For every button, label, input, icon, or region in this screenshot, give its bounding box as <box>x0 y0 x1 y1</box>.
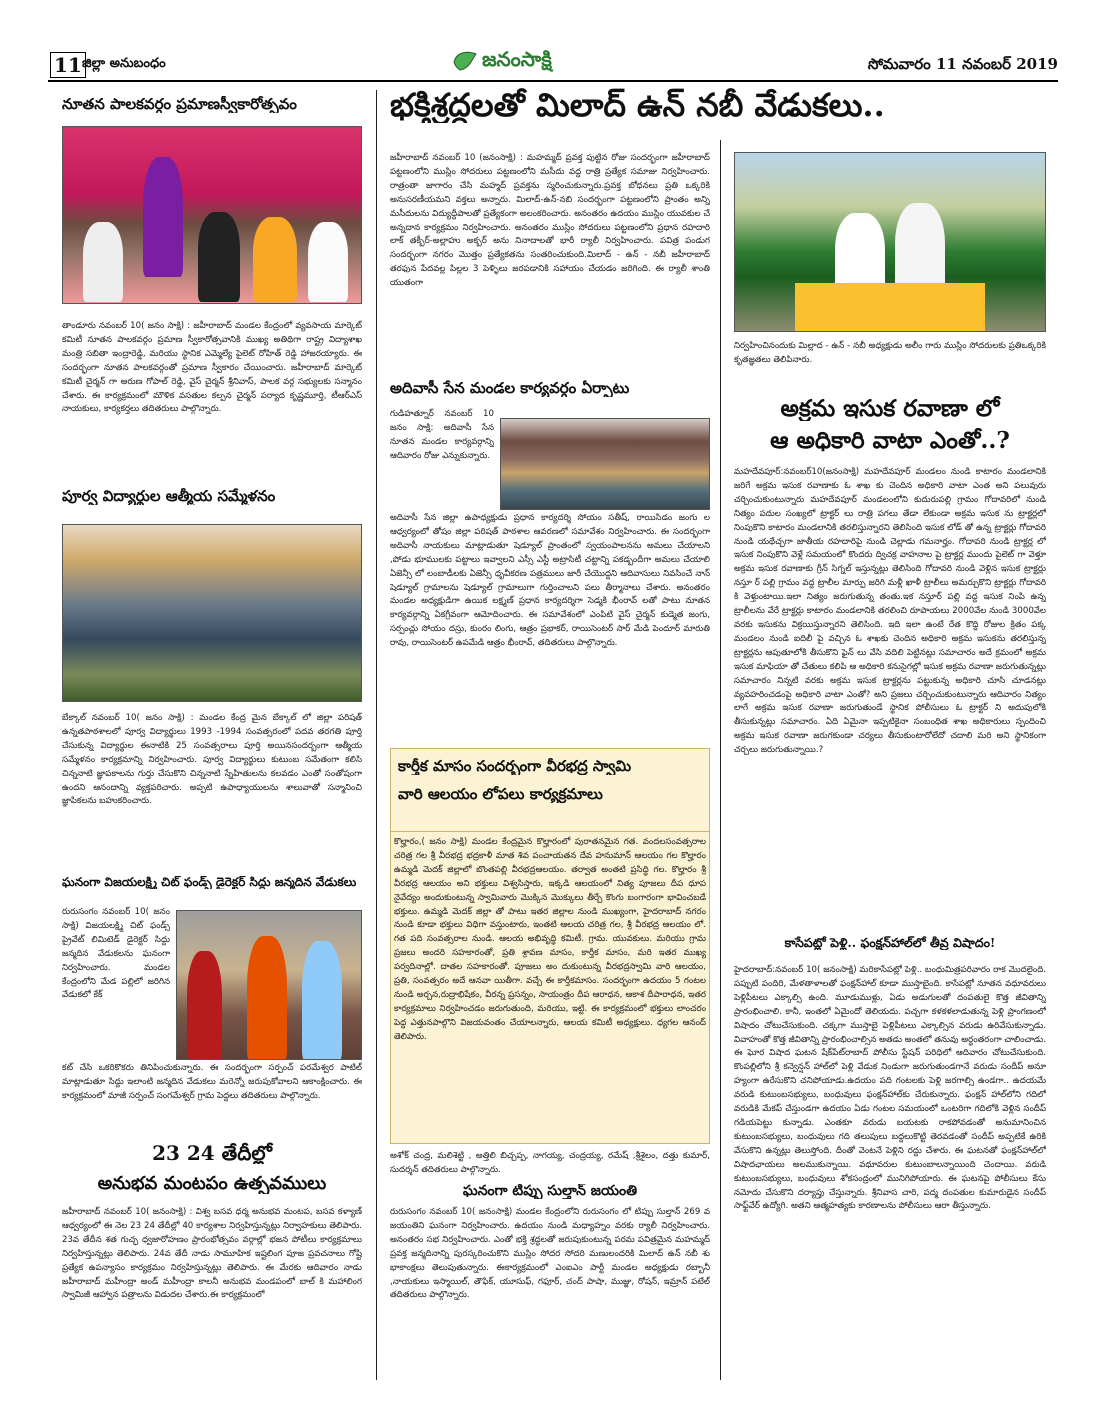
story6-body: కొల్హారం,( జనం సాక్షి) మండల కేంద్రమైన కొల్హారంలో పురాతనమైన గత. వందలసంవత్సరాల చరిత్ర గల శ్రీ వీరభద్ర భద్రకాళీ మాత శివ పంచాయతన దేవ హనుమాన్ ఆలయం గల కొల్హారం ఉమ్మడి మెదక్ జిల్లాలో బొంతపల్లి వీరభద్రఆలయం. తర్వాత అంతటి ప్రసిద్ధి గల. కొల్హారం శ్రీ వీరభద్ర ఆలయం అని భక్తులు విశ్వసిస్తారు, ఇక్కడి ఆలయంలో నిత్య పూజలు దీప ధూప నైవేద్యం అందుకుంటున్న స్వామివారు మొక్కిన మొక్కులు తీర్చే కొంగు బంగారంగా భావించబడే భక్తులు. ఉమ్మడి మెదక్ జిల్లా తో పాటు ఇతర జిల్లాల నుండి ముఖ్యంగా, హైదరాబాద్ నగరం నుండి కూడా భక్తులు విధిగా వస్తుంటారు, ఇంతటి ఆలయ చరిత్ర గల, శ్రీ వీరభద్ర ఆలయం లో. గత పది సంవత్సరాల నుండి. ఆలయ అభివృద్ధి కమిటీ. గ్రామ. యువకులు. మరియు గ్రామ ప్రజలు అందరి సహకారంతో, ప్రతి శ్రావణ మాసం, కార్తీక మాసం, మరి ఇతర ముఖ్య పర్వదినాల్లో. దాతల సహకారంతో. పూజలు అం దుకుంటున్న వీరభద్రస్వామి వారి ఆలయం, ప్రతి, సంవత్సరం అదే ఆనవా యితీగా. వచ్చే ఈ కార్తీకమాసం. సందర్భంగా ఉదయం 5 గంటల నుండి అర్చన,రుద్రాభిషేకం, వీరన్న ప్రసన్నం, సాయంత్రం దీప ఆరాధన, ఆకాశ దీపారాధన, ఇతర కార్యక్రమాలు నిర్వహించడం జరుగుతుంది, మరియు, ఇట్టి. ఈ కార్యక్రమంలో భక్తులు లాంచరం పెద్ద ఎత్తునపాల్గొని విజయవంతం చేయాలన్నారు, ఆలయ కమిటీ అధ్యక్షులు. ధ్యగల ఆనంద్ తెలిపారు. <box>394 837 706 1042</box>
story1-headline: నూతన పాలకవర్గం ప్రమాణస్వీకారోత్సవం <box>62 96 297 113</box>
story3-body: కట్ చేసి ఒకరికొకరు తినిపించుకున్నారు. ఈ సందర్భంగా సర్పంచ్ పరమేశ్వర పాటిల్ మాట్లాడుతూ సిద్దు ఇలాంటి జన్మదిన వేడుకలు మరెన్నో జరుపుకోవాలని ఆకాంక్షించారు. ఈ కార్యక్రమంలో మాజీ సర్పంచ్ సంగమేశ్వర్ గ్రామ పెద్దలు తదితరులు పాల్గొన్నారు. <box>62 1063 362 1101</box>
story8-headline-2: ఆ అధికారి వాటా ఎంతో..? <box>770 428 1010 454</box>
lead-caption: నిర్వహించినందుకు మిల్లాద - ఉన్ - నబీ అధ్యక్షుడు అలీం గారు ముస్లిం సోదరులకు ప్రతిఒక్కరికి కృతజ్ఞతలు తెలిపినారు. <box>734 341 1046 365</box>
story6-headline-2: వారి ఆలయం లోపలు కార్యక్రమాలు <box>398 786 603 803</box>
story3-headline: ఘనంగా విజయలక్ష్మి చిట్ ఫండ్స్ డైరెక్టర్ సిద్దు జన్మదిన వేడుకలు <box>62 876 357 889</box>
story8-headline-1: అక్రమ ఇసుక రవాణా లో <box>780 396 1000 422</box>
map-leaf-icon <box>452 50 478 72</box>
story4-headline-1: 23 24 తేదీల్లో <box>152 1142 272 1164</box>
lead-rally-photo <box>734 152 1046 332</box>
story3-photo <box>176 910 362 1060</box>
lead-headline: భక్తిశ్రద్ధలతో మిలాద్ ఉన్ నబీ వేడుకలు.. <box>390 88 885 124</box>
column-rule <box>720 140 721 1380</box>
story6-headline-1: కార్తీక మాసం సందర్భంగా వీరభద్ర స్వామి <box>398 758 632 775</box>
story5-body: అదివాసీ సేన జిల్లా ఉపాధ్యక్షుడు ప్రధాన కార్యదర్శి సోయం సతీష్, రాయిసిడం జంగు ల ఆధ్వర్యంలో తోషం జిల్లా పరిషత్ పాఠశాల ఆవరణలో సమావేశం నిర్వహించారు. ఈ సందర్భంగా అదివాసీ నాయకులు మాట్లాడుతూ షెడ్యూల్ ప్రాంతంలో స్వయంపాలనను అమలు చేయాలని ,పోడు భూములకు పట్టాలు ఇవ్వాలని ఎస్సీ ఎస్టీ అట్రాసిటీ చట్టాన్ని పకడ్బందీగా అమలు చేయాలి ఏజెన్సీ లో లంబాడీలకు ఏజెన్సీ ధృవీకరణ పత్రములు జారీ చేయొద్దని ఆదివాసులు నివసించే నాన్ షెడ్యూల్ గ్రామాలను షెడ్యూల్ గ్రామాలుగా గుర్తించాలని పలు తీర్మానాలు చేశారు. అనంతరం మండల అధ్యక్షుడిగా ఉయిక లక్ష్మణ్ ప్రధాన కార్యదర్శిగా సెడ్మకి భీంరావ్ లతో పాటు నూతన కార్యవర్గాన్ని ఏకగ్రీవంగా ఆమోదించారు. ఈ సమావేశంలో ఎంపిటి వైస్ చైర్మన్ కుడ్మెత జంగు, సర్పంచ్లు సోయం దస్రు, కుంరం లింగు, ఆత్రం ప్రభాకర్, రాయిసెంటర్ సార్ మేడి పెందూర్ మారుతి రావు, రాయిసెంటర్ ఉపమేడి ఆత్రం భీంరావ్, తదితరులు పాల్గొన్నారు. <box>390 513 710 649</box>
story9-headline: కాసేపట్లో పెళ్లి.. ఫంక్షన్‌హాల్‌లో తీవ్ర విషాదం! <box>784 936 996 950</box>
story7-headline: ఘనంగా టిప్పు సుల్తాన్ జయంతి <box>462 1184 638 1199</box>
newspaper-logo <box>452 46 552 76</box>
story1-photo <box>62 126 362 304</box>
story1-body: తాండూరు నవంబర్ 10( జనం సాక్షి) : జహీరాబాద్ మండల కేంద్రంలో వ్యవసాయ మార్కెట్ కమిటీ నూతన పాలకవర్గం ప్రమాణ స్వీకారోత్సవానికి ముఖ్య అతిథిగా రాష్ట్ర విద్యాశాఖ మంత్రి సబితా ఇంద్రారెడ్డి, మరియు స్థానిక ఎమ్మెల్యే పైలెట్ రోహిత్ రెడ్డి హాజరయ్యారు. ఈ సందర్భంగా నూతన పాలకవర్గంతో ప్రమాణ స్వీకారం చేయించారు. జహీరాబాద్ మార్కెట్ కమిటీ చైర్మన్ గా అరుణ గోపాల్ రెడ్డి, వైస్ చైర్మన్ శ్రీనివాస్, పాలక వర్గ సభ్యులకు సన్మానం చేశారు. ఈ కార్యక్రమంలో మౌళిక వసతుల కల్పన చైర్మన్ పర్యాద కృష్ణమూర్తి, టీఆర్ఎస్ నాయకులు, కార్యకర్తలు తదితరులు పాల్గొన్నారు. <box>62 321 362 415</box>
story5-photo <box>500 418 710 510</box>
page-number: 11 <box>50 52 86 78</box>
story2-headline: పూర్వ విద్యార్థుల ఆత్మీయ సమ్మేళనం <box>62 488 276 505</box>
lead-body: జహీరాబాద్ నవంబర్ 10 (జనంసాక్షి) : మహమ్మద్ ప్రవక్త పుట్టిన రోజు సందర్భంగా జహీరాబాద్ పట్టణంలోని ముస్లిం సోదరులు పట్టణంలోని మసీదు వద్ద రాత్రి ప్రత్యేక సమాజు నిర్వహించారు. రాత్రంతా జాగారం చేసి మహ్మద్ ప్రవక్తను స్మరించుకున్నారు.ప్రవక్త బోధనలు ప్రతి ఒక్కరికి అనుసరణీయమని వక్తలు అన్నారు. మిలాద్-ఉన్-నబి సందర్భంగా పట్టణంలోని ప్రాంతం అన్ని మసీదులను విద్యుద్దీపాలతో ప్రత్యేకంగా అలంకరించారు. అనంతరం ఉదయం ముస్లిం యువకుల చే అన్నదాన కార్యక్రమం నిర్వహించారు. అనంతరం ముస్లిం సోదరులు పట్టణంలోని ప్రధాన రహదారి లాక్ తక్బీర్-అల్లాహు అక్బర్ అను నినాదాలతో భారీ ర్యాలీ నిర్వహించారు. పవిత్ర పండుగ సందర్భంగా నగరం మొత్తం ప్రత్యేకతను సంతరించుకుంది.మిలాద్ - ఉన్ - నబీ జహీరాబాద్ తరఫున పేదవల్ల పిల్లల 3 పెళ్ళిలు జరపడానికి సహాయం చేయడం జరిగింది. ఈ ర్యాలీ శాంతి యుతంగా <box>390 153 710 289</box>
story2-group-photo <box>62 524 362 702</box>
story7-body: రురుసంగం నవంబర్ 10( జనంసాక్షి) మండల కేంద్రంలోని రురుసంగం లో టిప్పు సుల్తాన్ 269 వ జయంతిని ఘనంగా నిర్వహించారు. ఉదయం నుండి మధ్యాహ్నం వరకు ర్యాలీ నిర్వహించారు. అనంతరం సభ నిర్వహించారు. ఎంతో భక్తి శ్రద్ధలతో జరుపుకుంటున్న పరమ పవిత్రమైన మహమ్మద్ ప్రవక్త జన్మదినాన్ని పురస్కరించుకొని ముస్లిం సోదర సోదరి మణులందరికి మిలాద్ ఉన్ నబీ శు భాకాంక్షలు తెలుపుతున్నారు. ఈకార్యక్రమంలో ఎంఐఎం పార్టీ మండల అధ్యక్షుడు రబ్బానీ ,నాయకులు ఇస్మాయిల్, తౌఫిక్, యూసుఫ్, గఫూర్, చంద్ పాషా, ముజ్జు, రోషన్, ఇమ్రాన్ పటేల్ తదితరులు పాల్గొన్నారు. <box>390 1207 710 1301</box>
story6-body-2: అశోక్ చంద్ర, మలిశెట్టి , అత్తిలి బిచ్చప్ప, నాగయ్య, చంద్రయ్య, రమేష్ ,శ్రీశైలం, దత్తు కుమార్, సుదర్శన్ తదితరులు పాల్గొన్నారు. <box>390 1151 710 1175</box>
issue-date: సోమవారం 11 నవంబర్ 2019 <box>867 55 1058 73</box>
section-name: జిల్లా అనుబంధం <box>82 56 166 71</box>
story3-body-wrap: రురుసంగం నవంబర్ 10( జనం సాక్షి) విజయలక్ష్మి చిట్ ఫండ్స్ ప్రైవేట్ లిమిటెడ్ డైరెక్టర్ సిద్దు జన్మదిన వేడుకలను ఘనంగా నిర్వహించారు. మండల కేంద్రంలోని మేడ పల్లిలో జరిగిన వేడుకలో కేక్ <box>62 907 170 1001</box>
story5-headline: అదివాసీ సేన మండల కార్యవర్గం ఏర్పాటు <box>390 380 630 397</box>
story8-body: మహదేవపూర్:నవంబర్10(జనంసాక్షి) మహదేవపూర్ మండలం నుండి కాటారం మండలానికి జరిగే అక్రమ ఇసుక రవాణాకు ఓ శాఖ కు చెందిన అధికారి వాటా ఎంత అని పలువురు చర్చించుకుంటున్నారు మహదేవపూర్ మండలంలోని కుదురుపల్లి గ్రామం గోదావరిలో నుండి నిత్యం పదుల సంఖ్యలో ట్రాక్టర్ లు రాత్రి పగలు తేడా లేకుండా అక్రమ ఇసుక ను ట్రాక్టర్లలో నింపుకొని కాటారం మండలానికి తరలిస్తున్నారని తెలిసింది ఇసుక లోడ్ తో ఉన్న ట్రాక్టర్లు గోదావరి నుండి యథేచ్ఛగా జాతీయ రహదారిపై నుండి చెల్లాడు గమనార్హం. గోదావరి నుండి ట్రాక్టర్ల లో ఇసుక నింపుకొని వెళ్లే సమయంలో కొందరు ద్విచక్ర వాహనాల పై ట్రాక్టర్ల ముందు పైలెట్ గా వెళ్తూ అక్రమ ఇసుక రవాణాకు గ్రీన్ సిగ్నల్ ఇస్తున్నట్లు తెలిసింది గోదావరి నుండి వెళ్లిన ఇసుక ట్రాక్టర్లు నస్తూ ర్ పల్లి గ్రామం వద్ద ట్రాలీల మార్పు జరిగి మళ్లీ ఖాళీ ట్రాలీలు అమర్చుకొని ట్రాక్టర్లు గోదావరి కి వెళ్తుంటాయి.ఇలా నిత్యం జరుగుతున్న తంతు.ఇక నస్తూర్ పల్లి వద్ద ఇసుక నింపి ఉన్న ట్రాలీలను వేరే ట్రాక్టర్లు కాటారం మండలానికి తరలించి రూపాయలు 2000వేల నుండి 3000వేల వరకు ఇసుకను విక్రయిస్తున్నారని తెలిసింది. ఇది ఇలా ఉంటే రేత కొద్ది రోజుల క్రితం పక్క మండలం నుండి ఐదిలీ పై వచ్చిన ఓ శాఖకు చెందిన అధికారి అక్రమ ఇసుకను తరలిస్తున్న ట్రాక్టర్లను ఆపుతూలోకి తీసుకొని ఫైన్ లు వేసి వదిలి పెట్టినట్లు సమాచారం అదే క్రమంలో అక్రమ ఇసుక మాఫియా తో చేతులు కలిపి ఆ అధికారి కనుసైగల్లో ఇసుక అక్రమ రవాణా జరుగుతున్నట్లు సమాచారం నిన్నటి వరకు అక్రమ ఇసుక ట్రాక్టర్లను పట్టుకున్న అధికారి చూసి చూడనట్లు వ్యవహరించడంపై అధికారి వాటా ఎంతో? అని ప్రజలు చర్చించుకుంటున్నారు ఆదివారం నిత్యం లాగే అక్రమ ఇసుక రవాణా జరుగుతుండే స్థానిక పోలీసులు ఓ ట్రాక్టర్ ని అదుపులోకి తీసుకున్నట్లు సమాచారం. ఏది ఏమైనా ఇప్పటికైనా సంబంధిత శాఖ అధికారులు స్పందించి అక్రమ ఇసుక రవాణా జరుగకుండా చర్యలు తీసుకుంటారోలేదో చదాలి మరి అని స్థానికంగా చర్చలు జరుగుతున్నాయి.? <box>734 467 1046 756</box>
story5-body-wrap: గుడిహత్నూర్ నవంబర్ 10 జనం సాక్షి: అదివాసీ సేన నూతన మండల కార్యవర్గాన్ని ఆదివారం రోజు ఎన్నుకున్నారు. <box>390 409 494 461</box>
logo-text: జనంసాక్షి <box>482 46 552 71</box>
story4-body: జహీరాబాద్ నవంబర్ 10( జనంసాక్షి) : విశ్వ బసవ ధర్మ అనుభవ మంటప, బసవ కళ్యాణ్ ఆధ్వర్యంలో ఈ నెల 23 24 తేదీల్లో 40 కార్యశాల నిర్వహిస్తున్నట్లు నిర్వాహకులు తెలిపారు. 23వ తేదీన శత గుచ్ఛ ధ్వజారోహణం ప్రారంభోత్సవం వర్గాల్లో భజన పోటీలు కార్యక్రమాలు నిర్వహిస్తున్నట్లు తెలిపారు. 24వ తేదీ నాడు సామూహిక ఇష్టలింగ పూజ ప్రవచనాలు గోష్టి ప్రత్యేక ఉపన్యాసం కార్యక్రమం నిర్వహిస్తున్నట్లు తెలిపారు. ఈ మేరకు ఆదివారం నాడు జహీరాబాద్ మహీంద్రా అండ్ మహీంద్రా కాలనీ అనుభవ మండపంలో బాల్ కి మహాలింగ స్వామిజీ ఆహ్వాన పత్రాలను విడుదల చేశారు.ఈ కార్యక్రమంలో <box>62 1207 362 1301</box>
story9-body: హైదరాబాద్:నవంబర్ 10( జనంసాక్షి) మరికాసేపట్లో పెళ్లి.. బంధుమిత్రపరివారం రాక మొదలైంది. పప్పుటి పందిరి, మేళతాళాలతో ఫంక్షన్‌హాల్ కూడా ముస్తాబైంది. కాసేపట్లో నూతన వధూవరులు పెళ్లిపీటలు ఎక్కాల్సి ఉంది. మూడుముళ్లు, ఏడు అడుగులతో దంపతులై కొత్త జీవితాన్ని ప్రారంభించాలి. కానీ, ఇంతలో ఏమైందో తెలియదు. పచ్చగా కళకళలాడుతున్న పెళ్లి ప్రాంగణంలో విషాదం చోటుచేసుకుంది. చక్కగా ముస్తాబై పెళ్లిపీటలు ఎక్కాల్సిన వరుడు ఉరివేసుకున్నాడు. వివాహంతో కొత్త జీవితాన్ని ప్రారంభించాల్సిన అతడు అంతలో తనువు అర్ధంతరంగా చాలించాడు. ఈ ఘోర విషాద ఘటన షేక్‌పేట్‌రాబాద్ పోలీసు స్టేషన్ పరిధిలో ఆదివారం చోటుచేసుకుంది. కొంపల్లిలోని శ్రీ కన్వెన్షన్ హాల్‌లో పెళ్లి వేడుక నిండుగా జరుగుతుండగానే వరుడు సందీప్ అనూ హ్యంగా ఉరేసుకొని చనిపోయాడు.ఉదయం పది గంటలకు పెళ్లి జరగాల్సి ఉండగా.. ఉదయమే వరుడి కుటుంబసభ్యులు, బంధువులు ఫంక్షన్‌హాల్‌కు చేరుకున్నారు. ఫంక్షన్ హాల్‌లోని గదిలో వరుడికి మేకప్ చేస్తుండగా ఉదయం ఏడు గంటల సమయంలో ఒంటరిగా గదిలోకి వెళ్లిన సందీప్ గడియపెట్టు కున్నాడు. ఎంతకూ వరుడు బయటకు రాకపోవడంతో అనుమానించిన కుటుంబసభ్యులు, బంధువులు గది తలుపులు బద్దలుకొట్టి తెరవడంతో సందీప్ అప్పటికే ఉరికి వేసుకొని ఉన్నట్లు తెలుస్తోంది. దీంతో వెంటనే పెళ్లిని రద్దు చేశారు. ఈ ఘటనతో ఫంక్షన్‌హాల్‌లో విషాదఛాయలు అలముకున్నాయి. వధూవరుల కుటుంబాలన్నాయింది చెందాయి. వరుడి కుటుంబసభ్యులు, బంధువులు శోకసంద్రంలో మునిగిపోయారు. ఈ ఘటనపై పోలీసులు కేసు నమోదు చేసుకొని దర్యాప్తు చేస్తున్నారు. శ్రీనివాస చారి, పద్మ దంపతుల కుమారుడైన సందీప్ సాఫ్ట్‌వేర్ ఉద్యోగి. అతని ఆత్మహత్యకు కారణాలను పోలీసులు ఆరా తీస్తున్నారు. <box>734 965 1046 1212</box>
column-rule <box>376 90 377 1380</box>
story4-headline-2: అనుభవ మంటపం ఉత్సవములు <box>97 1174 327 1194</box>
story2-body: బేక్కాల్ నవంబర్ 10( జనం సాక్షి) : మండల కేంద్ర మైన బేక్కాల్ లో జిల్లా పరిషత్ ఉన్నతపాఠశాలలో పూర్వ విద్యార్థులు 1993 -1994 సంవత్సరంలో పదవ తరగతి పూర్తి చేసుకున్న విద్యార్థుల ఈనాటికి 25 సంవత్సరాలు పూర్తి అయినసందర్బంగా ఆత్మీయ సమ్మేళనం కార్యక్రమాన్ని నిర్వహించారు. పూర్వ విద్యార్థులు కుటుంబ సమేతంగా కలిసి చిన్ననాటి జ్ఞాపకాలను గుర్తు చేసుకొని చిన్ననాటి స్నేహితులను కలవడం ఎంతో సంతోషంగా ఉందని ఆనందాన్ని వ్యక్తపరిచారు. అప్పటి ఉపాధ్యాయులను శాలువాతో సన్మానించి జ్ఞాపికలను బహుకరించారు. <box>62 713 362 807</box>
